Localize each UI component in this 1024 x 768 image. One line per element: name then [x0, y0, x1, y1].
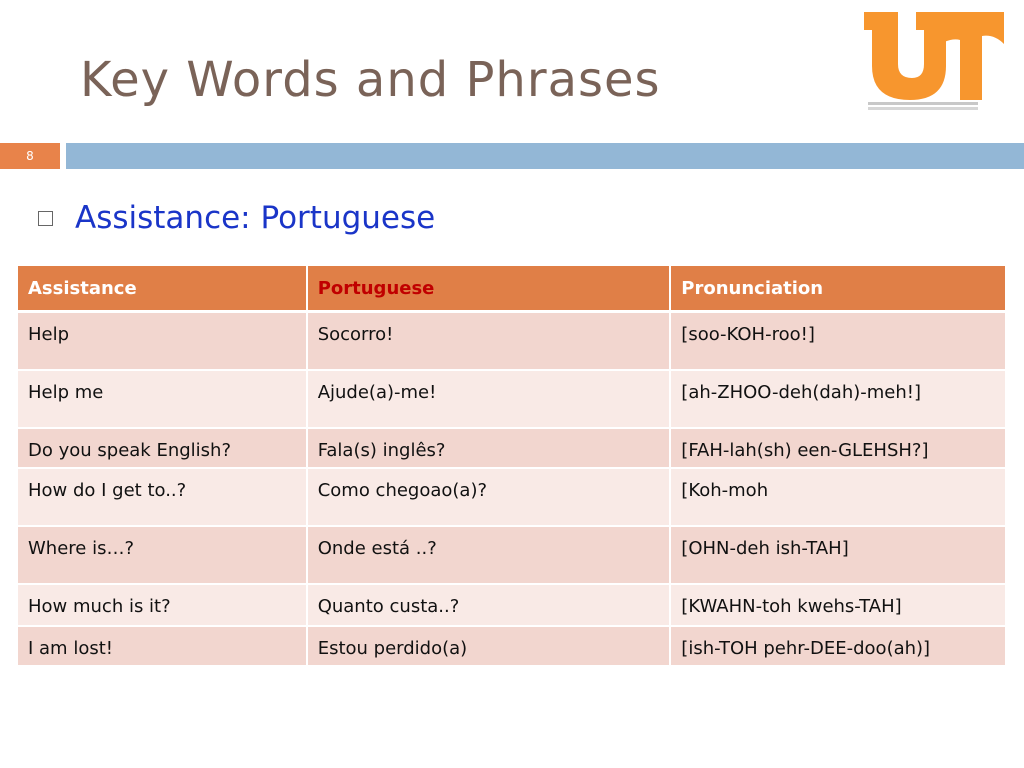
bullet-square-icon — [38, 211, 53, 226]
table-cell: How do I get to..? — [18, 468, 307, 526]
table-header-row — [18, 266, 1006, 312]
phrases-table — [18, 266, 1007, 667]
column-header-assistance: Assistance — [18, 266, 307, 312]
table-cell: [Koh-moh — [670, 468, 1006, 526]
table-cell: Como chegoao(a)? — [307, 468, 671, 526]
ut-logo-icon — [858, 8, 1008, 112]
table-cell: [soo-KOH-roo!] — [670, 312, 1006, 370]
header-divider-bar — [66, 143, 1024, 169]
table-cell: Onde está ..? — [307, 526, 671, 584]
table-cell: I am lost! — [18, 626, 307, 666]
table-cell: Do you speak English? — [18, 428, 307, 468]
table-cell: Where is…? — [18, 526, 307, 584]
bullet-item — [38, 200, 435, 236]
column-header-portuguese: Portuguese — [307, 266, 671, 312]
table-row — [18, 626, 1006, 666]
table-cell: Estou perdido(a) — [307, 626, 671, 666]
table-cell: [OHN-deh ish-TAH] — [670, 526, 1006, 584]
table-cell: [ah-ZHOO-deh(dah)-meh!] — [670, 370, 1006, 428]
table-row — [18, 428, 1006, 468]
table-cell: Ajude(a)-me! — [307, 370, 671, 428]
slide-number: 8 — [0, 143, 60, 169]
column-header-pronunciation: Pronunciation — [670, 266, 1006, 312]
table-row — [18, 370, 1006, 428]
table-cell: Help — [18, 312, 307, 370]
table-cell: Quanto custa..? — [307, 584, 671, 626]
table-row — [18, 468, 1006, 526]
table-cell: How much is it? — [18, 584, 307, 626]
table-cell: Fala(s) inglês? — [307, 428, 671, 468]
table-cell: [KWAHN-toh kwehs-TAH] — [670, 584, 1006, 626]
table-cell: [FAH-lah(sh) een-GLEHSH?] — [670, 428, 1006, 468]
table-row — [18, 526, 1006, 584]
table-cell: Help me — [18, 370, 307, 428]
table-cell: [ish-TOH pehr-DEE-doo(ah)] — [670, 626, 1006, 666]
bullet-text: Assistance: Portuguese — [75, 200, 436, 236]
table-row — [18, 312, 1006, 370]
slide-title: Key Words and Phrases — [80, 52, 661, 108]
table-row — [18, 584, 1006, 626]
table-cell: Socorro! — [307, 312, 671, 370]
